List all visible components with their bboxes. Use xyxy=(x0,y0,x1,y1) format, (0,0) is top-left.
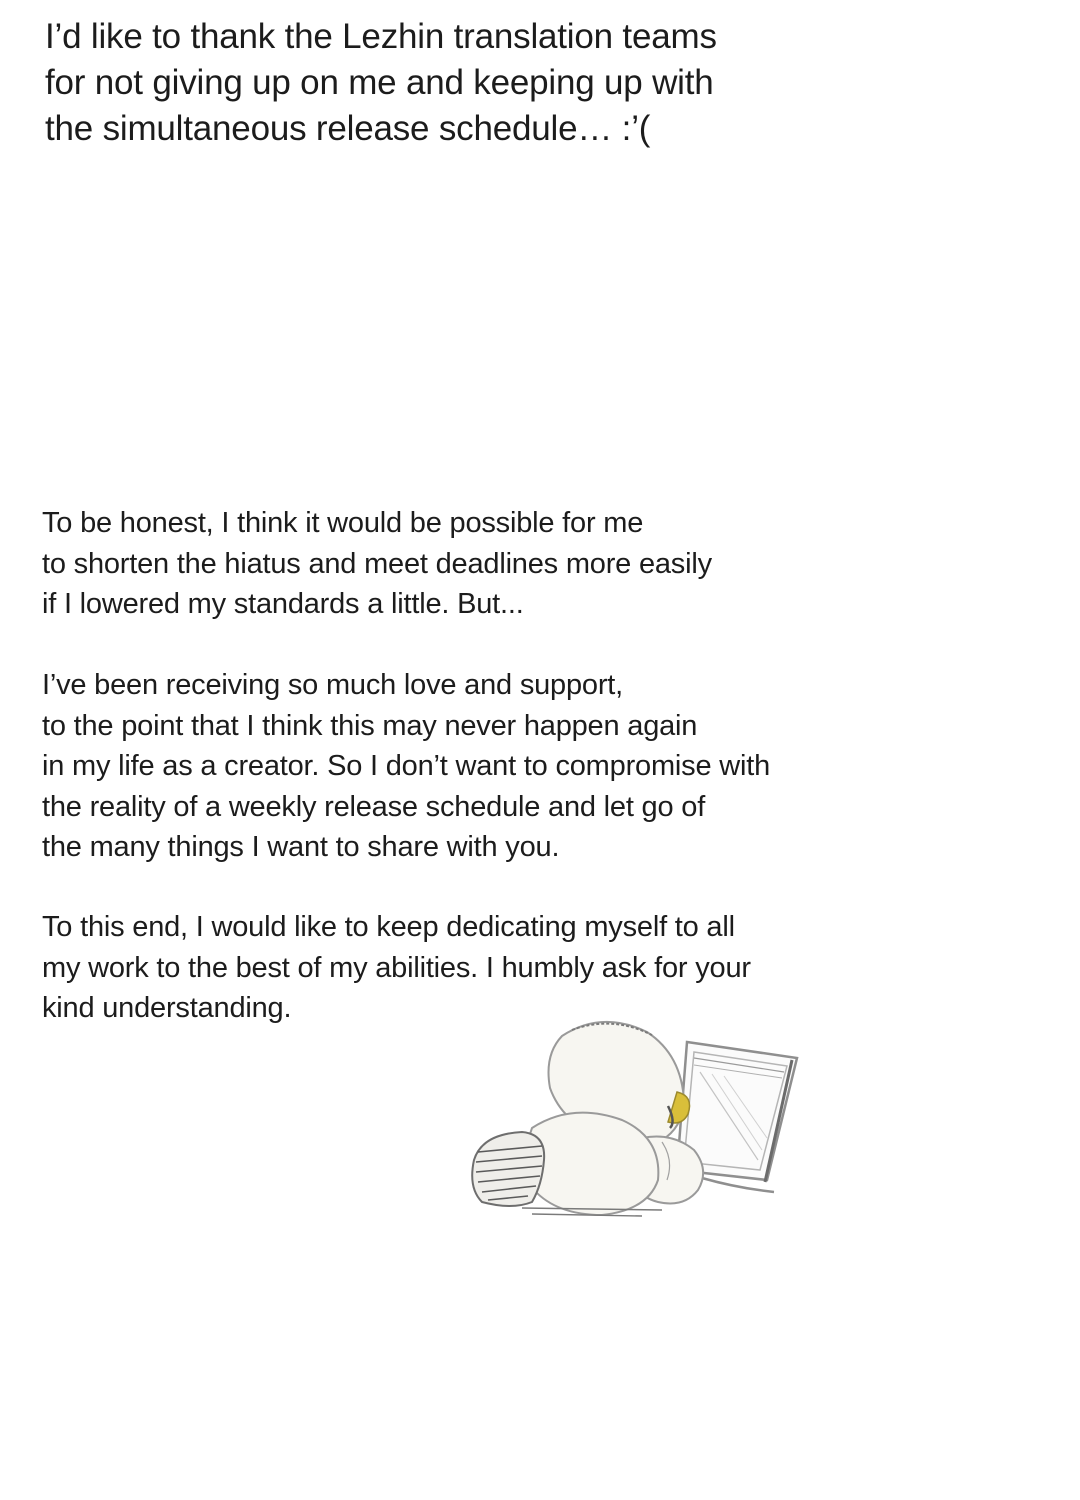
paragraph-support xyxy=(42,665,1042,868)
paragraph-line: to the point that I think this may never happen again xyxy=(42,709,698,742)
paragraph-honest xyxy=(42,503,1042,625)
paragraph-line: my work to the best of my abilities. I humbly ask for your xyxy=(42,951,751,984)
intro-line: I’d like to thank the Lezhin translation teams xyxy=(45,17,717,56)
paragraph-line: in my life as a creator. So I don’t want to compromise with xyxy=(42,750,771,782)
paragraph-line: To this end, I would like to keep dedicating myself to all xyxy=(42,911,735,943)
paragraph-line: to shorten the hiatus and meet deadlines more easily xyxy=(42,547,712,580)
intro-text xyxy=(45,14,1045,152)
paragraph-line: To be honest, I think it would be possible for me xyxy=(42,507,644,539)
paragraph-line: the reality of a weekly release schedule and let go of xyxy=(42,790,706,823)
paragraph-line: kind understanding. xyxy=(42,992,292,1024)
paragraph-line: the many things I want to share with you. xyxy=(42,831,560,863)
character-at-computer-icon xyxy=(462,1010,812,1230)
intro-line: for not giving up on me and keeping up with xyxy=(45,63,714,102)
paragraph-line: if I lowered my standards a little. But... xyxy=(42,588,524,620)
paragraph-line: I’ve been receiving so much love and support, xyxy=(42,669,624,701)
intro-line: the simultaneous release schedule… :’( xyxy=(45,109,651,148)
